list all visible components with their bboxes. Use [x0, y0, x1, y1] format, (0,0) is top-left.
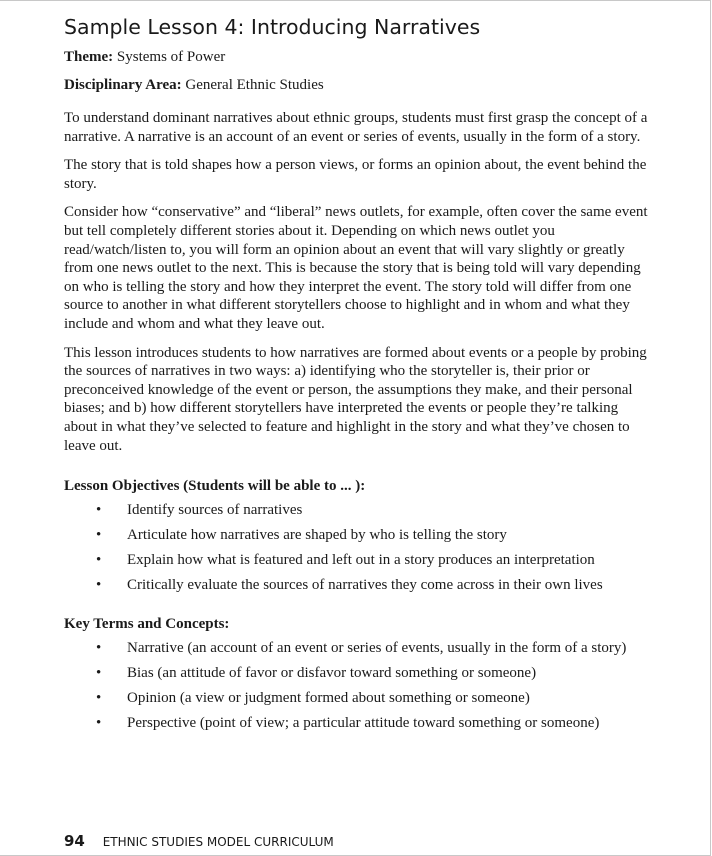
bullet-icon: • [96, 689, 102, 706]
list-item [64, 714, 654, 733]
bullet-icon: • [96, 502, 102, 519]
list-item [64, 551, 654, 570]
objective-text: Critically evaluate the sources of narratives they come across in their own lives [127, 577, 603, 594]
disciplinary-area-value: General Ethnic Studies [185, 77, 324, 93]
paragraph-narrative-definition: To understand dominant narratives about ethnic groups, students must first grasp the concept of a narrative. A narrative is an account of an event or series of events, usually in the form of a story. [64, 110, 648, 145]
list-item [64, 639, 654, 658]
list-item [64, 576, 654, 595]
list-item [64, 664, 654, 683]
key-terms-heading: Key Terms and Concepts: [64, 615, 230, 632]
page-title: Sample Lesson 4: Introducing Narratives [64, 15, 481, 39]
objective-text: Identify sources of narratives [127, 502, 303, 519]
page-content [64, 15, 654, 739]
bullet-icon: • [96, 639, 102, 656]
objective-text: Explain how what is featured and left out in a story produces an interpretation [127, 552, 595, 569]
bullet-icon: • [96, 714, 102, 731]
bullet-icon: • [96, 577, 102, 594]
running-title: ETHNIC STUDIES MODEL CURRICULUM [102, 835, 334, 849]
page-number: 94 [64, 832, 85, 850]
objective-text: Articulate how narratives are shaped by who is telling the story [127, 527, 507, 544]
objectives-heading: Lesson Objectives (Students will be able to ... ): [64, 478, 366, 495]
disciplinary-area-line [64, 76, 654, 95]
disciplinary-area-label: Disciplinary Area: [64, 77, 182, 93]
bullet-icon: • [96, 552, 102, 569]
paragraph-news-outlets: Consider how “conservative” and “liberal” news outlets, for example, often cover the same event but tell completely different stories about it. Depending on which news outlet you read/watch/listen to, you will form an opinion about an event that will vary slightly or greatly from one news outlet to the next. This is because the story that is being told will vary depending on who is telling the story and how they interpret the event. The story told will differ from one source to another in what different storytellers choose to highlight and in whom and what they include and whom and what they leave out. [64, 204, 648, 332]
key-term-text: Bias (an attitude of favor or disfavor toward something or someone) [127, 664, 537, 681]
list-item [64, 689, 654, 708]
key-term-text: Opinion (a view or judgment formed about something or someone) [127, 689, 530, 706]
key-term-text: Narrative (an account of an event or series of events, usually in the form of a story) [127, 639, 627, 656]
theme-line [64, 48, 654, 67]
objectives-list [64, 501, 654, 595]
page-footer [64, 832, 334, 850]
list-item [64, 526, 654, 545]
paragraph-story-shapes-views: The story that is told shapes how a person views, or forms an opinion about, the event behind the story. [64, 157, 647, 192]
bullet-icon: • [96, 527, 102, 544]
theme-label: Theme: [64, 49, 114, 65]
paragraph-lesson-introduction: This lesson introduces students to how narratives are formed about events or a people by probing the sources of narratives in two ways: a) identifying who the storyteller is, their prior or preconceived knowledge of the event or person, the assumptions they make, and their personal biases; and b) how different storytellers have interpreted the events or people they’re talking about in what they’ve selected to feature and highlight in the story and what they’ve chosen to leave out. [64, 344, 647, 454]
key-term-text: Perspective (point of view; a particular attitude toward something or someone) [127, 714, 600, 731]
list-item [64, 501, 654, 520]
bullet-icon: • [96, 664, 102, 681]
theme-value: Systems of Power [116, 49, 226, 65]
key-terms-list [64, 639, 654, 733]
